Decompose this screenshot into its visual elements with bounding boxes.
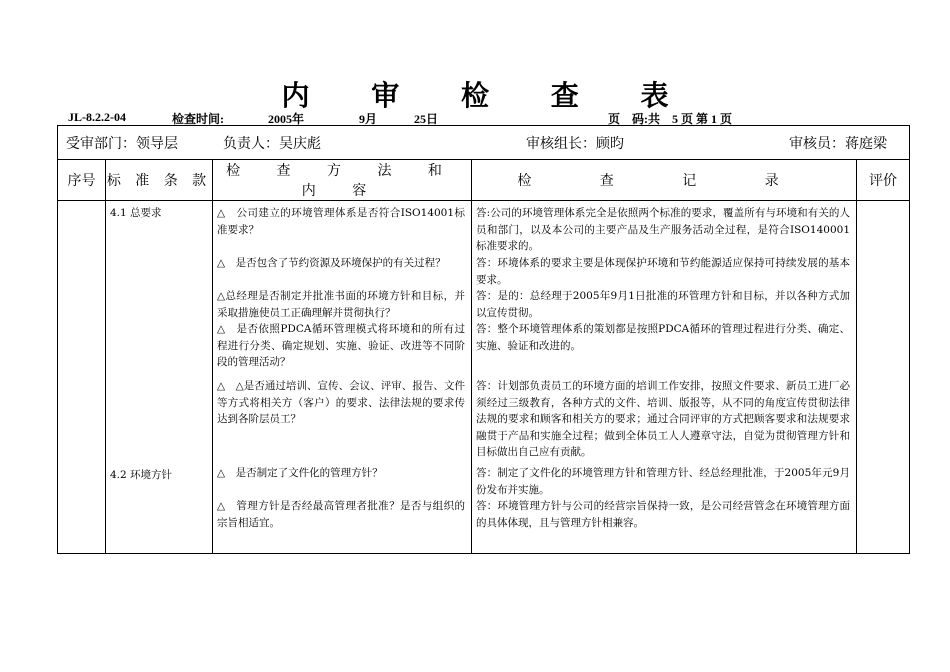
standard-item: 4.1 总要求	[110, 207, 162, 219]
method-item: △ 是否包含了节约资源及环境保护的有关过程？	[217, 257, 446, 269]
column-header-row	[58, 160, 910, 201]
record-item: 答：环境体系的要求主要是体现保护环境和节约能源适应保持可持续发展的基本要求。	[476, 257, 850, 286]
page-info: 页 码:共 5 页 第 1 页	[608, 112, 732, 126]
standard-cell	[106, 201, 213, 554]
responsible-person: 负责人：吴庆彪	[223, 135, 322, 152]
evaluation-cell	[857, 201, 910, 554]
row-no-cell	[58, 201, 106, 554]
document-number: JL-8.2.2-04	[68, 110, 126, 124]
method-cell	[213, 201, 472, 554]
method-item: △总经理是否制定并批准书面的环境方针和目标，并采取措施使员工正确理解并贯彻执行？	[217, 290, 465, 319]
col-header-method: 检 查 方 法 和 内 容	[213, 160, 472, 201]
method-item: △ 公司建立的环境管理体系是否符合ISO14001标准要求？	[217, 207, 465, 236]
method-item: △ 管理方针是否经最高管理者批准？是否与组织的宗旨相适宜。	[217, 500, 465, 529]
audit-header-row	[58, 126, 910, 160]
col-header-eval: 评价	[857, 160, 910, 201]
col-header-no: 序号	[58, 160, 106, 201]
auditor: 审核员：蒋庭梁	[789, 135, 888, 152]
method-item: △ 是否制定了文件化的管理方针？	[217, 467, 383, 479]
record-cell	[472, 201, 857, 554]
record-item: 答:公司的环境管理体系完全是依照两个标准的要求，覆盖所有与环境和有关的人员和部门，以及本公司的主要产品及生产服务活动全过程，是符合ISO140001标准要求的。	[476, 207, 850, 252]
table-row	[58, 201, 910, 554]
method-item: △ 是否依照PDCA循环管理模式将环境和的所有过程进行分类、确定规划、实施、验证、改进等不同阶段的管理活动？	[217, 323, 465, 368]
audited-department: 受审部门：领导层	[66, 135, 178, 152]
standard-item: 4.2 环境方针	[110, 469, 173, 481]
audit-team-leader: 审核组长：顾昀	[526, 135, 625, 152]
check-year: 2005年	[268, 112, 305, 126]
record-item: 答：环境管理方针与公司的经营宗旨保持一致，是公司经营管念在环境管理方面的具体体现，且与管理方针相兼容。	[476, 500, 850, 529]
check-day: 25日	[414, 112, 439, 126]
check-month: 9月	[359, 112, 378, 126]
record-item: 答：制定了文件化的环境管理方针和管理方针、经总经理批准，于2005年元9月份发布并实施。	[476, 467, 850, 496]
col-header-standard: 标 准 条 款	[106, 160, 213, 201]
check-time-label: 检查时间:	[172, 112, 224, 126]
record-item: 答：整个环境管理体系的策划都是按照PDCA循环的管理过程进行分类、确定、实施、验证和改进的。	[476, 323, 850, 352]
record-item: 答：计划部负责员工的环境方面的培训工作安排，按照文件要求、新员工进厂必须经过三级教育，各种方式的文件、培训、版报等，从不同的角度宣传贯彻法律法规的要求和顾客和相关方的要求；通过合同评审的方式把顾客要求和法规要求融贯于产品和实施全过程；做到全体员工人人遵章守法，自觉为贯彻管理方针和目标做出自己应有贡献。	[476, 380, 850, 458]
audit-checklist-table	[57, 125, 910, 554]
method-item: △ △是否通过培训、宣传、会议、评审、报告、文件等方式将相关方（客户）的要求、法律法规的要求传达到各阶层员工？	[217, 380, 465, 425]
record-item: 答：是的：总经理于2005年9月1日批准的环管理方针和目标，并以各种方式加以宣传贯彻。	[476, 290, 850, 319]
page-title: 内 审 检 查 表	[281, 79, 695, 112]
col-header-record: 检 查 记 录	[472, 160, 857, 201]
